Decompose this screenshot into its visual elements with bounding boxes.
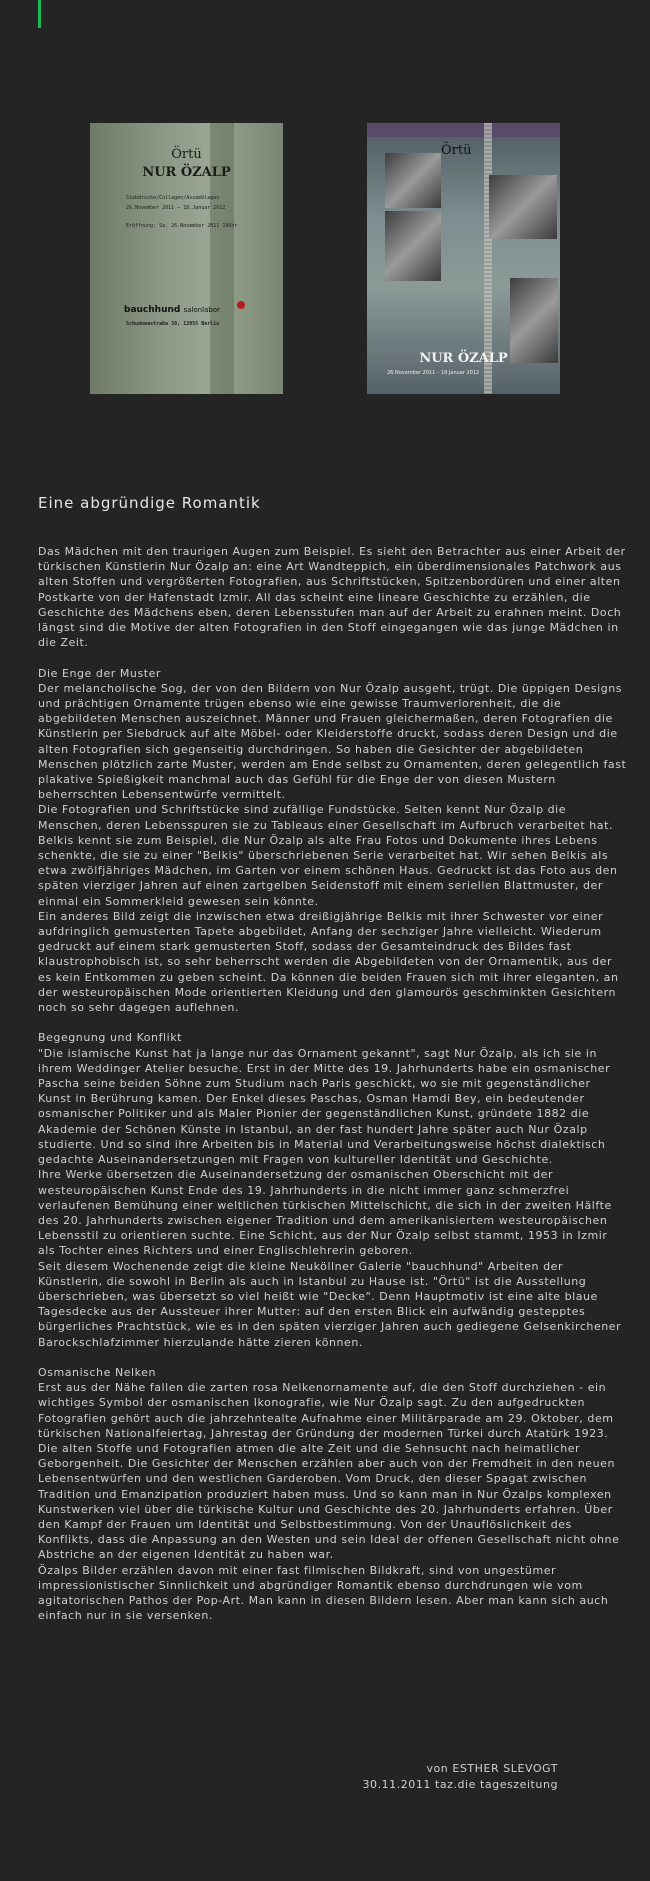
article-title: Eine abgründige Romantik	[38, 494, 261, 512]
article-paragraph: Die Fotografien und Schriftstücke sind zufällige Fundstücke. Selten kennt Nur Özalp die Menschen, deren Lebensspuren sie zu Tableaus einer Gesellschaft im Aufbruch verarbeitet hat. Belkis kennt sie zum Beispiel, die Nur Özalp als alte Frau Fotos und Dokumente ihres Lebens schenkte, die sie zu einer "Belkis" überschriebenen Serie verarbeitet hat. Wir sehen Belkis als etwa zwölfjähriges Mädchen, im Garten vor einem schönen Haus. Gedruckt ist das Foto aus den späten vierziger Jahren auf einen zartgelben Seidenstoff mit einem seriellen Blattmuster, der einmal ein Sommerkleid gewesen sein könnte.	[38, 803, 618, 908]
poster-left-brand	[124, 305, 220, 315]
poster-left-artist: NUR ÖZALP	[142, 165, 231, 180]
article-section-muster	[38, 666, 628, 1016]
accent-bar	[38, 0, 41, 28]
poster-left-info-2: 26.November 2011 – 18.Januar 2012	[126, 205, 226, 211]
poster-photo-harbour	[489, 175, 557, 239]
article-section-begegnung	[38, 1030, 628, 1349]
poster-right-artist: NUR ÖZALP	[419, 351, 508, 366]
poster-left-title: Örtü	[171, 147, 202, 162]
exhibition-poster-left[interactable]	[90, 123, 283, 394]
article-paragraph: Özalps Bilder erzählen davon mit einer fast filmischen Bildkraft, sind von ungestümer impressionistischer Sinnlichkeit und abgründiger Romantik ebenso durchdrungen wie vom agitatorischen Pathos der Pop-Art. Man kann in diesen Bildern lesen. Aber man kann sich auch einfach nur in sie versenken.	[38, 1563, 609, 1623]
poster-photo-girl	[385, 153, 441, 208]
section-heading: Osmanische Nelken	[38, 1365, 157, 1379]
poster-photo-portrait-small	[385, 211, 441, 281]
poster-fabric-stripe	[210, 123, 234, 394]
section-heading: Die Enge der Muster	[38, 666, 161, 680]
poster-red-flower-icon	[237, 301, 245, 309]
author-credit: von ESTHER SLEVOGT	[426, 1762, 558, 1775]
section-heading: Begegnung und Konflikt	[38, 1031, 182, 1045]
article-paragraph: Erst aus der Nähe fallen die zarten rosa Nelkenornamente auf, die den Stoff durchziehen - ein wichtiges Symbol der osmanischen Ikonografie, wie Nur Özalp sagt. Zu den aufgedruckten Fotografien gehört auch die jahrzehntealte Aufnahme einer Militärparade am 29. Oktober, dem türkischen Nationalfeiertag, Jahrestag der Gründung der modernen Türkei durch Atatürk 1923.	[38, 1381, 614, 1440]
poster-brand-sub: salonlabor	[183, 306, 220, 314]
poster-top-strip	[367, 123, 560, 137]
poster-left-info-1: Siebdrucke/Collagen/Assemblagen	[126, 195, 220, 201]
article-section-nelken	[38, 1365, 628, 1623]
exhibition-poster-right[interactable]	[367, 123, 560, 394]
article-section-intro	[38, 544, 628, 650]
source-credit: 30.11.2011 taz.die tageszeitung	[362, 1778, 558, 1791]
poster-left-address: Schudomastraße 38, 12055 Berlin	[126, 321, 220, 327]
poster-left-info-3: Eröffnung: Sa. 26.November 2011 19Uhr	[126, 223, 238, 229]
poster-right-date: 26.November 2011 – 18.Januar 2012	[387, 370, 480, 376]
article-paragraph: Die alten Stoffe und Fotografien atmen die alte Zeit und die Sehnsucht nach heimatlicher Geborgenheit. Die Gesichter der Menschen erzählen aber auch von der Fremdheit in den neuen Lebensentwürfen und den westlichen Garderoben. Vom Druck, den dieser Spagat zwischen Tradition und Emanzipation produziert haben muss. Und so kann man in Nur Özalps komplexen Kunstwerken viel über die türkische Kultur und Geschichte des 20. Jahrhunderts erfahren. Über den Kampf der Frauen um Identität und Selbstbestimmung. Von der Unauflöslichkeit des Konflikts, dass die Anpassung an den Westen und sein Ideal der offenen Gesellschaft nicht ohne Abstriche an der eigenen Identität zu haben war.	[38, 1441, 620, 1562]
article-paragraph: Ein anderes Bild zeigt die inzwischen etwa dreißigjährige Belkis mit ihrer Schwester vor einer aufdringlich gemusterten Tapete abgebildet, Anfang der sechziger Jahre vielleicht. Wiederum gedruckt auf einem stark gemusterten Stoff, sodass der Gesamteindruck des Bildes fast klaustrophobisch ist, so sehr beherrscht werden die Abgebildeten von der Ornamentik, aus der es kein Entkommen zu geben scheint. Da können die beiden Frauen sich mit ihrer eleganten, an der westeuropäischen Mode orientierten Kleidung und den glamourös geschminkten Gesichtern noch so sehr dagegen auflehnen.	[38, 909, 619, 1015]
byline	[362, 1761, 558, 1793]
article-paragraph: Seit diesem Wochenende zeigt die kleine Neuköllner Galerie "bauchhund" Arbeiten der Künstlerin, die sowohl in Berlin als auch in Istanbul zu Hause ist. "Örtü" ist die Ausstellung überschrieben, was übersetzt so viel heißt wie "Decke". Denn Hauptmotiv ist eine alte blaue Tagesdecke aus der Aussteuer ihrer Mutter: auf den ersten Blick ein aufwändig gestepptes bürgerliches Prachtstück, wie es in den späten vierziger Jahren auch gediegene Gelsenkirchener Barockschlafzimmer hierzulande hätte zieren können.	[38, 1259, 622, 1349]
article-paragraph: Der melancholische Sog, der von den Bildern von Nur Özalp ausgeht, trügt. Die üppigen Designs und prächtigen Ornamente trügen ebenso wie eine gewisse Traumverlorenheit, die die abgebildeten Menschen auszeichnet. Männer und Frauen gleichermaßen, deren Fotografien die Künstlerin per Siebdruck auf alte Möbel- oder Kleiderstoffe druckt, sodass deren Design und die alten Fotografien sich gegenseitig durchdringen. So haben die Gesichter der abgebildeten Menschen plötzlich zarte Muster, werden am Ende selbst zu Ornamenten, deren gelegentlich fast plakative Spießigkeit manchmal auch das Gefühl für die Enge der von diesen Mustern beherrschten Lebensentwürfe vermittelt.	[38, 681, 627, 802]
article-paragraph: "Die islamische Kunst hat ja lange nur das Ornament gekannt", sagt Nur Özalp, als ich sie in ihrem Weddinger Atelier besuche. Erst in der Mitte des 19. Jahrhunderts habe ein osmanischer Pascha seine beiden Söhne zum Studium nach Paris geschickt, wo sie mit gegenständlicher Kunst in Berührung kamen. Der Enkel dieses Paschas, Osman Hamdi Bey, ein bedeutender osmanischer Politiker und als Maler Pionier der gegenständlichen Kunst, gründete 1882 die Akademie der Schönen Künste in Istanbul, an der fast hundert Jahre später auch Nur Özalp studierte. Und so sind ihre Arbeiten bis in Material und Verarbeitungsweise höchst dialektisch gedachte Auseinandersetzungen mit Fragen von kultureller Identität und Geschichte.	[38, 1046, 611, 1167]
article-paragraph: Ihre Werke übersetzen die Auseinandersetzung der osmanischen Oberschicht mit der westeuropäischen Kunst Ende des 19. Jahrhunderts in die nicht immer ganz schmerzfrei verlaufenen Bemühung einer weltlichen türkischen Mittelschicht, die sich in der zweiten Hälfte des 20. Jahrhunderts zwischen eigener Tradition und dem amerikanisiertem westeuropäischen Lebensstil zu orientieren suchte. Eine Schicht, aus der Nur Özalp selbst stammt, 1953 in Izmir als Tochter eines Richters und einer Englischlehrerin geboren.	[38, 1168, 612, 1258]
article-body	[38, 544, 628, 1639]
poster-right-title: Örtü	[441, 143, 472, 158]
article-paragraph: Das Mädchen mit den traurigen Augen zum Beispiel. Es sieht den Betrachter aus einer Arbeit der türkischen Künstlerin Nur Özalp an: eine Art Wandteppich, ein überdimensionales Patchwork aus alten Stoffen und vergrößerten Fotografien, aus Schriftstücken, Spitzenbordüren und einer alten Postkarte von der Hafenstadt Izmir. All das scheint eine lineare Geschichte zu erzählen, die Geschichte des Mädchens eben, deren Lebensstufen man auf der Arbeit zu erahnen meint. Doch längst sind die Motive der alten Fotografien in den Stoff eingegangen wie das junge Mädchen in die Zeit.	[38, 545, 626, 650]
poster-brand-name: bauchhund	[124, 305, 181, 315]
